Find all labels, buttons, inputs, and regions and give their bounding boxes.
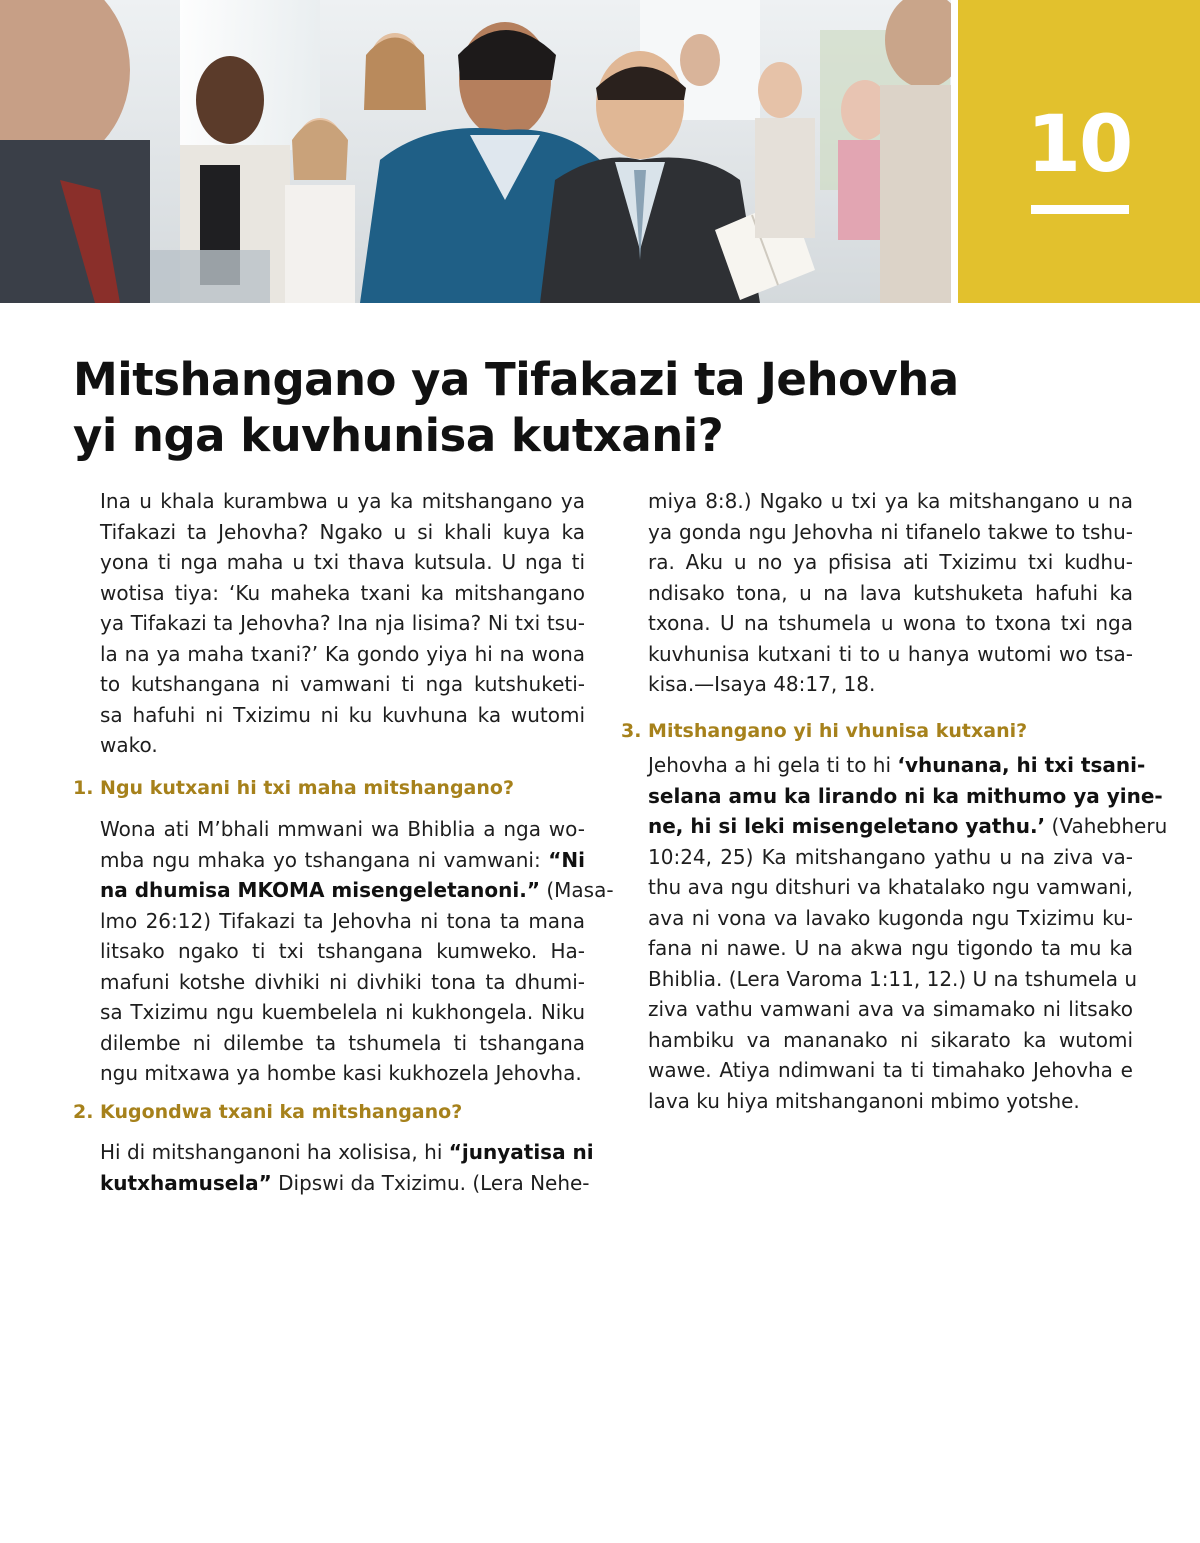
section-2-paragraph-start: Hi di mitshanganoni ha xolisisa, hi “junyatisa ni kutxhamusela” Dipswi da Txizimu. (Lera Nehe- — [100, 1140, 594, 1195]
section-3-paragraph: Jehovha a hi gela ti to hi ‘vhunana, hi txi tsani- selana amu ka lirando ni ka mithumo ya yine- ne, hi si leki misengeletano yathu.’ (Vahebheru 10:24, 25) Ka mitshangano yathu u na ziva va- thu ava ngu ditshuri va khatalako ngu vamwani, ava ni vona va lavako kugonda ngu Txizimu ku- fana ni nawe. U na akwa ngu tigondo ta mu ka Bhiblia. (Lera Varoma 1:11, 12.) U na tshumela u ziva vathu vamwani ava va simamako ni litsako hambiku va mananako ni sikarato ka wutomi wawe. Atiya ndimwani ta ti timahako Jehovha e lava ku hiya mitshanganoni mbimo yotshe. — [648, 753, 1168, 1113]
section-2-body-right — [648, 486, 1133, 700]
chapter-rule — [1031, 205, 1129, 214]
chapter-tab — [958, 0, 1200, 303]
scripture-phrase-cont: kutxhamusela” — [100, 1170, 272, 1195]
section-3-body — [648, 750, 1168, 1116]
page-title-line-1: Mitshangano ya Tifakazi ta Jehovha — [73, 353, 959, 406]
intro-paragraph: Ina u khala kurambwa u ya ka mitshangano ya Tifakazi ta Jehovha? Ngako u si khali kuya ka yona ti nga maha u txi thava kutsula. U nga ti wotisa tiya: ‘Ku maheka txani ka mitshangano ya Tifakazi ta Jehovha? Ina nja lisima? Ni txi tsu- la na ya maha txani?’ Ka gondo yiya hi na wona to kutshangana ni vamwani ti nga kutshuketi- sa hafuhi ni Txizimu ni ku kuvhuna ka wutomi wako. — [100, 489, 585, 757]
header-photo — [0, 0, 951, 303]
section-1-heading-block — [73, 773, 593, 803]
section-3-heading: 3. Mitshangano yi hi vhunisa kutxani? — [621, 720, 1028, 742]
page-title — [73, 352, 973, 464]
section-2-body-left — [100, 1137, 594, 1198]
section-2-heading-block — [73, 1097, 593, 1127]
chapter-number: 10 — [1026, 100, 1132, 190]
congregation-photo-illustration — [0, 0, 951, 303]
page-title-line-2: yi nga kuvhunisa kutxani? — [73, 409, 724, 462]
section-3-heading-block — [621, 716, 1161, 746]
scripture-quote-3: ‘vhunana, hi txi tsani- — [897, 753, 1146, 777]
section-2-paragraph-cont: miya 8:8.) Ngako u txi ya ka mitshangano u na ya gonda ngu Jehovha ni tifanelo takwe to tshu- ra. Aku u no ya pfisisa ati Txizimu txi kudhu- ndisako tona, u na lava kutshuketa hafuhi ka txona. U na tshumela u wona to txona txi nga kuvhunisa kutxani ti to u hanya wutomi wo tsa- kisa.—Isaya 48:17, 18. — [648, 489, 1133, 696]
scripture-phrase: “junyatisa ni — [448, 1140, 594, 1164]
section-1-paragraph: Wona ati M’bhali mmwani wa Bhiblia a nga wo- mba ngu mhaka yo tshangana ni vamwani: “Ni na dhumisa MKOMA misengeletanoni.” (Masa- lmo 26:12) Tifakazi ta Jehovha ni tona ta mana litsako ngako ti txi tshangana kumweko. Ha- mafuni kotshe divhiki ni divhiki tona ta dhumi- sa Txizimu ngu kuembelela ni kukhongela. Niku dilembe ni dilembe ta tshumela ti tshangana ngu mitxawa ya hombe kasi kukhozela Jehovha. — [100, 817, 614, 1085]
scripture-quote: “Ni — [548, 847, 585, 872]
scripture-quote-cont: na dhumisa MKOMA misengeletanoni.” — [100, 878, 540, 902]
section-2-heading: 2. Kugondwa txani ka mitshangano? — [73, 1101, 463, 1123]
scripture-quote-3-end: ne, hi si leki misengeletano yathu.’ — [648, 814, 1046, 838]
section-1-heading: 1. Ngu kutxani hi txi maha mitshangano? — [73, 777, 514, 799]
intro-paragraph-block — [100, 486, 585, 761]
section-1-body — [100, 814, 614, 1089]
